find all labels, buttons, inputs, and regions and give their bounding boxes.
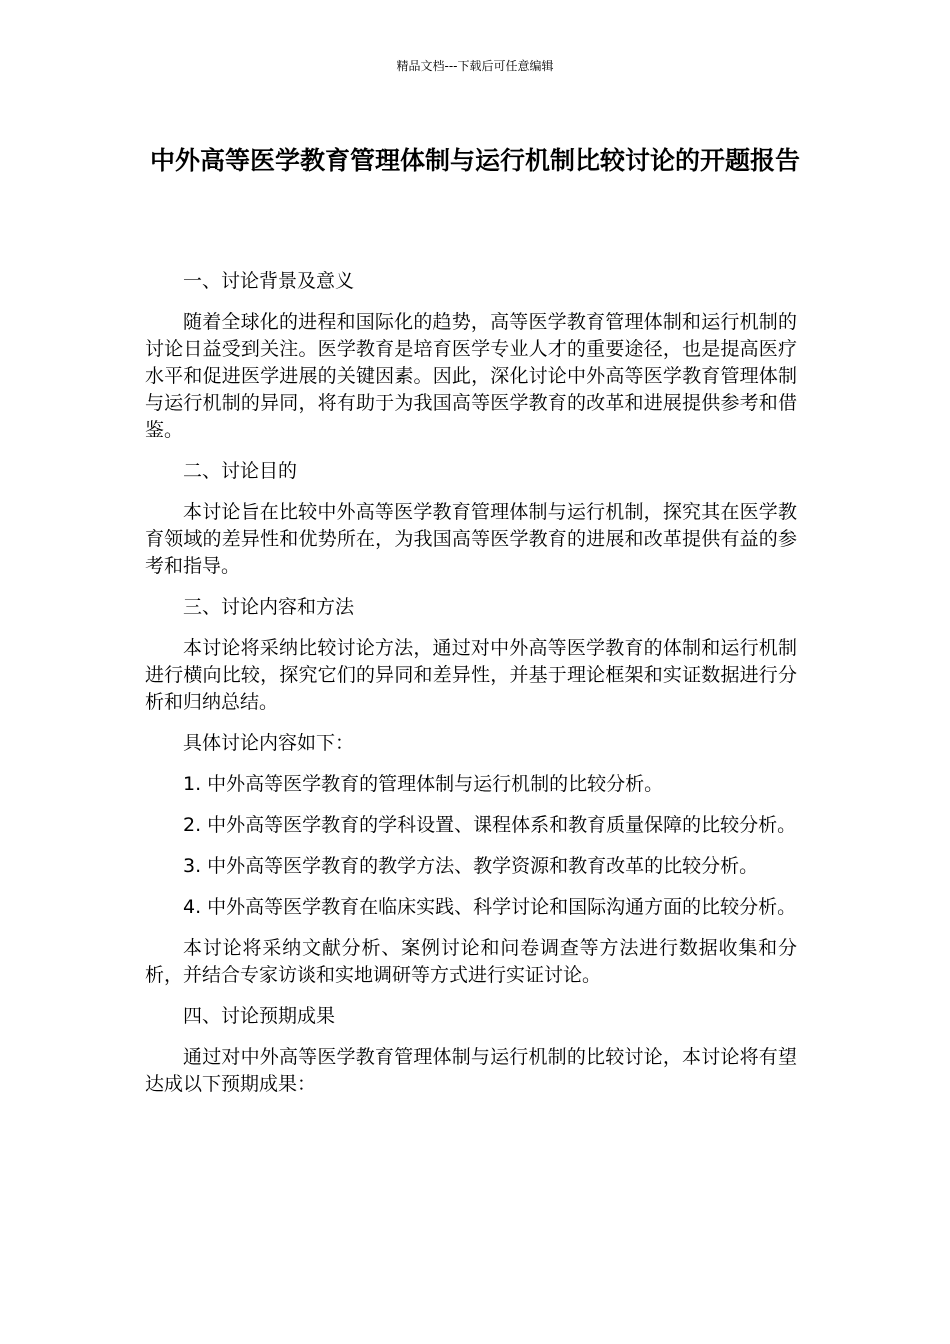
list-item-2: 2. 中外高等医学教育的学科设置、课程体系和教育质量保障的比较分析。 [183,814,797,836]
document-title: 中外高等医学教育管理体制与运行机制比较讨论的开题报告 [149,146,800,175]
paragraph-purpose: 本讨论旨在比较中外高等医学教育管理体制与运行机制，探究其在医学教育领域的差异性和优势所在，为我国高等医学教育的进展和改革提供有益的参考和指导。 [145,501,797,577]
list-item-3: 3. 中外高等医学教育的教学方法、教学资源和教育改革的比较分析。 [183,855,759,877]
header-note: 精品文档---下载后可任意编辑 [396,59,554,73]
paragraph-method: 本讨论将采纳比较讨论方法，通过对中外高等医学教育的体制和运行机制进行横向比较，探究它们的异同和差异性，并基于理论框架和实证数据进行分析和归纳总结。 [145,637,797,713]
paragraph-expected-results: 通过对中外高等医学教育管理体制与运行机制的比较讨论，本讨论将有望达成以下预期成果： [145,1046,797,1095]
section-heading-content-method: 三、讨论内容和方法 [183,596,355,618]
section-heading-background: 一、讨论背景及意义 [183,270,355,292]
list-item-4: 4. 中外高等医学教育在临床实践、科学讨论和国际沟通方面的比较分析。 [183,896,797,918]
list-item-1: 1. 中外高等医学教育的管理体制与运行机制的比较分析。 [183,773,664,795]
paragraph-content-intro: 具体讨论内容如下： [183,732,355,754]
paragraph-background: 随着全球化的进程和国际化的趋势，高等医学教育管理体制和运行机制的讨论日益受到关注。医学教育是培育医学专业人才的重要途径，也是提高医疗水平和促进医学进展的关键因素。因此，深化讨论中外高等医学教育管理体制与运行机制的异同，将有助于为我国高等医学教育的改革和进展提供参考和借鉴。 [145,311,797,441]
section-heading-expected-results: 四、讨论预期成果 [183,1005,336,1027]
section-heading-purpose: 二、讨论目的 [183,460,298,482]
document-body [145,268,797,1112]
paragraph-data-collection: 本讨论将采纳文献分析、案例讨论和问卷调查等方法进行数据收集和分析，并结合专家访谈和实地调研等方式进行实证讨论。 [145,937,797,986]
